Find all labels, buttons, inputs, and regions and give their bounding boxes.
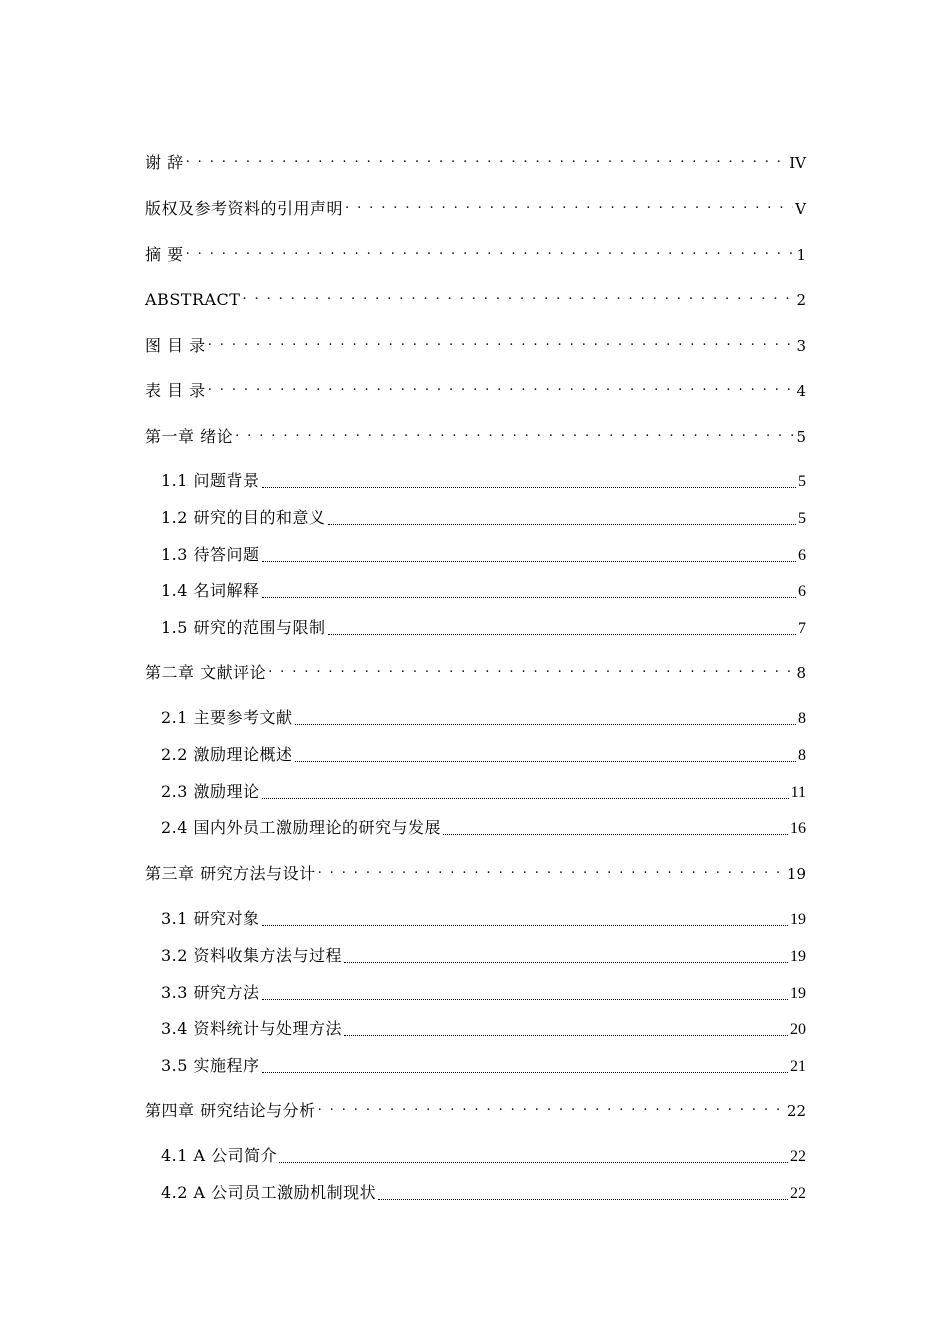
toc-entry-label: 2.3 激励理论 xyxy=(161,782,260,801)
toc-entry-label: 1.1 问题背景 xyxy=(161,471,260,490)
toc-entry[interactable] xyxy=(161,618,806,639)
toc-entry[interactable] xyxy=(161,545,806,566)
toc-entry[interactable] xyxy=(145,381,806,401)
toc-entry-label: 第二章 文献评论 xyxy=(145,663,267,682)
toc-entry-page-number: 19 xyxy=(790,985,806,1002)
toc-entry-page-number: 22 xyxy=(786,1102,806,1120)
toc-entry-page-number: 19 xyxy=(790,911,806,928)
dot-leader xyxy=(208,337,795,351)
dot-leader xyxy=(262,996,788,1000)
toc-entry[interactable] xyxy=(145,427,806,447)
toc-entry-page-number: 22 xyxy=(790,1185,806,1202)
toc-entry[interactable] xyxy=(145,290,806,310)
dot-leader xyxy=(235,428,794,442)
toc-entry[interactable] xyxy=(161,745,806,766)
toc-entry[interactable] xyxy=(145,153,806,173)
toc-entry-page-number: 11 xyxy=(790,784,806,801)
toc-entry-label: 3.2 资料收集方法与过程 xyxy=(161,946,343,965)
toc-entry[interactable] xyxy=(145,1101,806,1121)
toc-entry[interactable] xyxy=(145,336,806,356)
toc-entry-page-number: 2 xyxy=(796,291,806,309)
dot-leader xyxy=(268,664,794,678)
dot-leader xyxy=(242,291,794,305)
toc-entry-label: 4.1 A 公司简介 xyxy=(161,1146,278,1165)
toc-entry-page-number: 16 xyxy=(790,820,806,837)
toc-entry-label: 第三章 研究方法与设计 xyxy=(145,864,316,883)
toc-entry-label: 3.4 资料统计与处理方法 xyxy=(161,1019,343,1038)
toc-entry-page-number: 8 xyxy=(798,710,806,727)
toc-entry-label: 2.4 国内外员工激励理论的研究与发展 xyxy=(161,818,442,837)
toc-entry[interactable] xyxy=(161,818,806,839)
toc-entry-label: 3.1 研究对象 xyxy=(161,909,260,928)
toc-entry-page-number: 4 xyxy=(796,382,806,400)
dot-leader xyxy=(345,200,793,214)
dot-leader xyxy=(262,484,796,488)
toc-entry-label: 2.2 激励理论概述 xyxy=(161,745,293,764)
dot-leader xyxy=(186,246,795,260)
toc-entry-label: 1.4 名词解释 xyxy=(161,581,260,600)
dot-leader xyxy=(262,594,796,598)
dot-leader xyxy=(378,1196,788,1200)
toc-entry-label: 2.1 主要参考文献 xyxy=(161,708,293,727)
toc-entry-label: 图 目 录 xyxy=(145,336,206,355)
toc-entry[interactable] xyxy=(145,663,806,683)
dot-leader xyxy=(262,795,789,799)
toc-entry-page-number: V xyxy=(795,200,806,218)
toc-entry-page-number: 21 xyxy=(790,1058,806,1075)
toc-entry-page-number: IV xyxy=(789,154,806,172)
toc-entry-label: 1.5 研究的范围与限制 xyxy=(161,618,326,637)
dot-leader xyxy=(186,154,788,168)
toc-entry[interactable] xyxy=(161,581,806,602)
toc-entry-page-number: 5 xyxy=(796,428,806,446)
dot-leader xyxy=(295,758,796,762)
toc-entry-page-number: 19 xyxy=(786,865,806,883)
toc-entry[interactable] xyxy=(161,1019,806,1040)
dot-leader xyxy=(328,521,796,525)
dot-leader xyxy=(318,865,785,879)
toc-entry[interactable] xyxy=(145,245,806,265)
dot-leader xyxy=(262,922,788,926)
toc-entry[interactable] xyxy=(161,471,806,492)
dot-leader xyxy=(295,721,796,725)
toc-entry[interactable] xyxy=(161,909,806,930)
toc-entry-page-number: 5 xyxy=(798,473,806,490)
toc-entry-label: 1.3 待答问题 xyxy=(161,545,260,564)
dot-leader xyxy=(344,959,788,963)
dot-leader xyxy=(328,631,796,635)
toc-entry[interactable] xyxy=(145,864,806,884)
toc-entry-page-number: 20 xyxy=(790,1021,806,1038)
toc-entry-page-number: 5 xyxy=(798,510,806,527)
dot-leader xyxy=(279,1159,788,1163)
toc-entry-label: 第四章 研究结论与分析 xyxy=(145,1101,316,1120)
toc-entry-label: 版权及参考资料的引用声明 xyxy=(145,199,344,218)
toc-entry-page-number: 8 xyxy=(796,664,806,682)
dot-leader xyxy=(344,1032,788,1036)
dot-leader xyxy=(443,831,788,835)
toc-entry-label: 表 目 录 xyxy=(145,381,206,400)
toc-entry-page-number: 3 xyxy=(796,337,806,355)
toc-entry-label: 1.2 研究的目的和意义 xyxy=(161,508,326,527)
toc-entry-label: 3.5 实施程序 xyxy=(161,1056,260,1075)
toc-entry-label: 第一章 绪论 xyxy=(145,427,234,446)
toc-entry[interactable] xyxy=(161,508,806,529)
toc-entry[interactable] xyxy=(161,1056,806,1077)
dot-leader xyxy=(318,1102,785,1116)
toc-entry-label: 4.2 A 公司员工激励机制现状 xyxy=(161,1183,377,1202)
toc-entry-page-number: 8 xyxy=(798,747,806,764)
toc-entry-page-number: 19 xyxy=(790,948,806,965)
toc-entry-page-number: 6 xyxy=(798,583,806,600)
toc-entry[interactable] xyxy=(161,983,806,1004)
toc-entry[interactable] xyxy=(161,782,806,803)
dot-leader xyxy=(208,382,795,396)
toc-entry-page-number: 22 xyxy=(790,1148,806,1165)
toc-entry[interactable] xyxy=(145,199,806,219)
toc-entry-page-number: 1 xyxy=(796,246,806,264)
toc-entry-label: 3.3 研究方法 xyxy=(161,983,260,1002)
toc-entry[interactable] xyxy=(161,708,806,729)
toc-entry[interactable] xyxy=(161,1146,806,1167)
toc-entry[interactable] xyxy=(161,946,806,967)
toc-entry-label: 摘 要 xyxy=(145,245,184,264)
dot-leader xyxy=(262,1069,788,1073)
toc-entry-page-number: 7 xyxy=(798,620,806,637)
dot-leader xyxy=(262,558,796,562)
toc-entry-label: ABSTRACT xyxy=(145,290,241,309)
toc-entry-page-number: 6 xyxy=(798,547,806,564)
toc-entry-label: 谢 辞 xyxy=(145,153,184,172)
toc-entry[interactable] xyxy=(161,1183,806,1204)
